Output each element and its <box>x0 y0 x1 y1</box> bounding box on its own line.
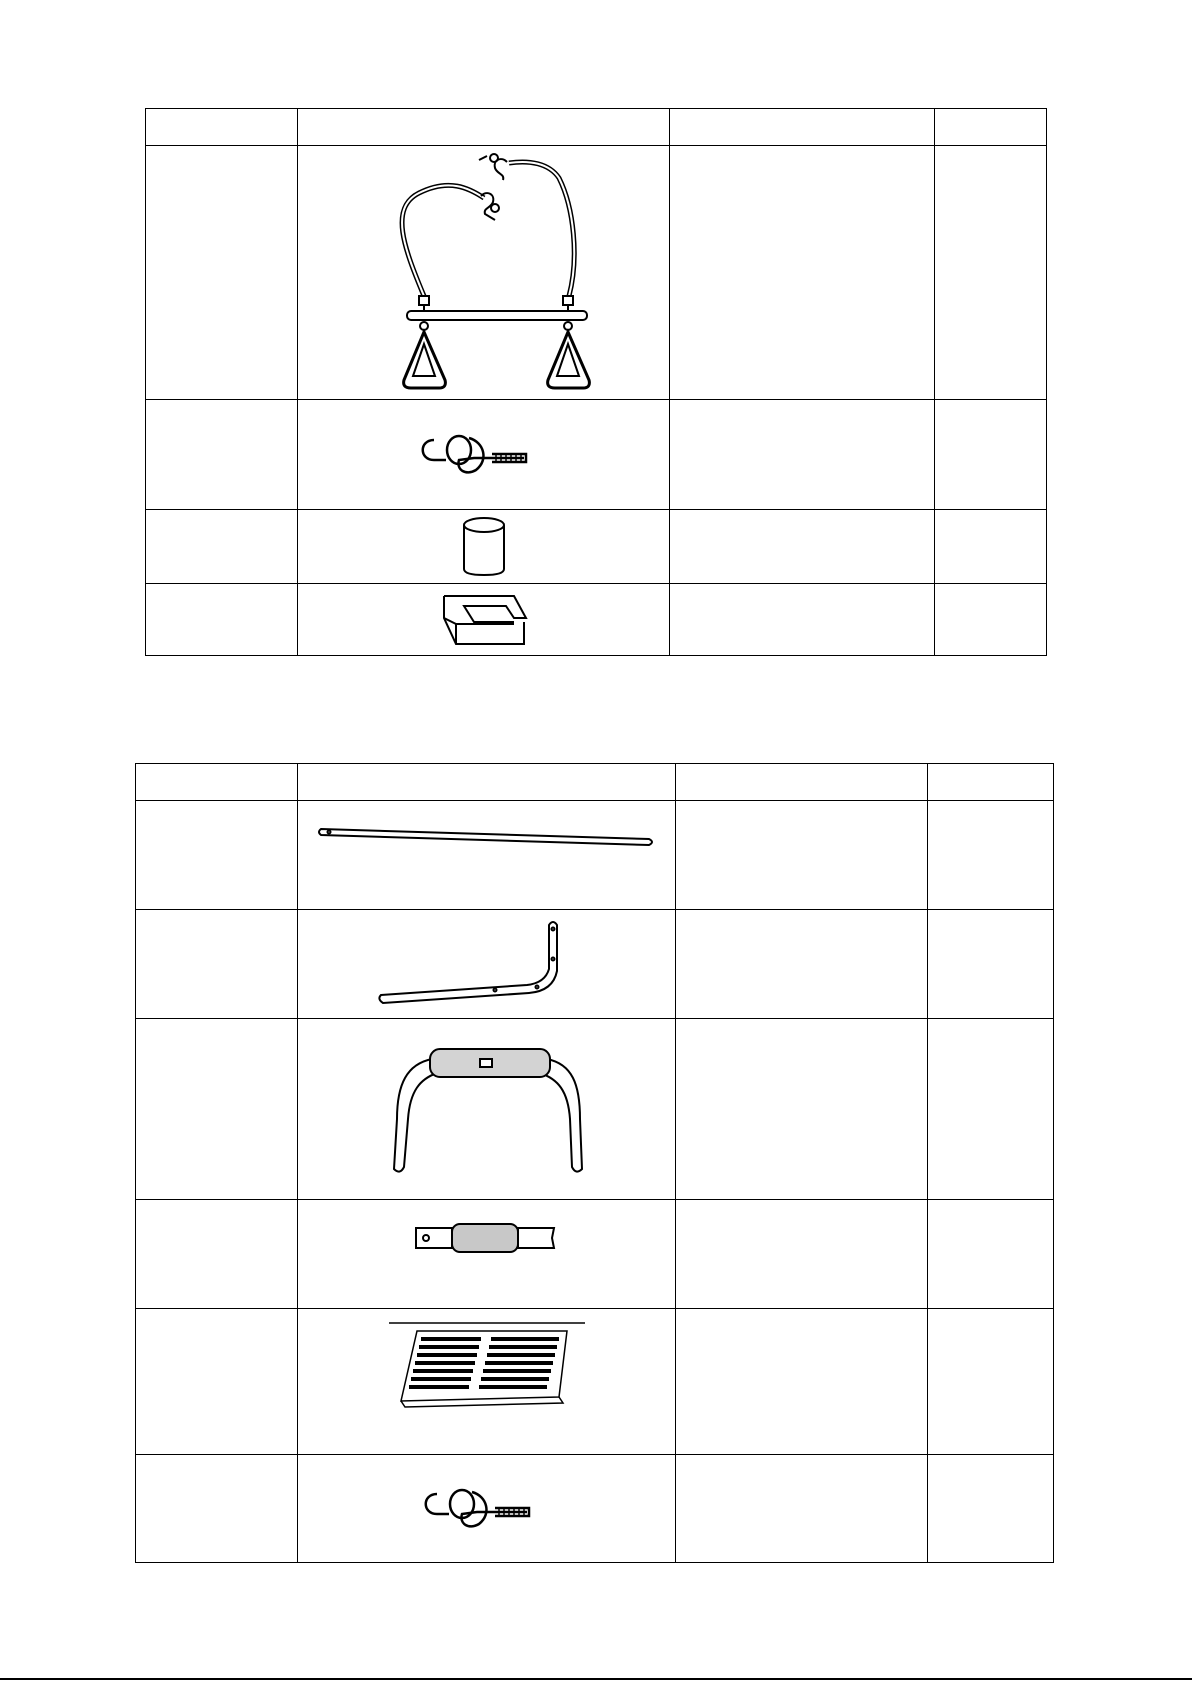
table-row <box>146 400 1047 510</box>
footer-rule <box>0 1678 1192 1680</box>
table-row <box>136 1309 1054 1455</box>
illustration-cell <box>298 1200 676 1309</box>
quantity-cell <box>935 146 1047 400</box>
table-header-row <box>146 109 1047 146</box>
description-cell <box>670 584 935 656</box>
quantity-cell <box>928 801 1054 910</box>
header-cell <box>298 764 676 801</box>
part-number-cell <box>136 910 298 1019</box>
illustration-cell <box>298 910 676 1019</box>
header-cell <box>146 109 298 146</box>
part-number-cell <box>146 584 298 656</box>
header-cell <box>136 764 298 801</box>
part-number-cell <box>136 801 298 910</box>
table-row <box>136 1455 1054 1563</box>
handle-bar-icon <box>382 1039 592 1179</box>
trapeze-bar-with-rings-icon <box>369 148 599 398</box>
parts-table-1 <box>145 108 1047 656</box>
part-number-cell <box>136 1455 298 1563</box>
description-cell <box>676 1455 928 1563</box>
clip-bracket-icon <box>434 588 534 652</box>
quantity-cell <box>928 1309 1054 1455</box>
description-cell <box>676 1309 928 1455</box>
illustration-cell <box>298 510 670 584</box>
illustration-cell <box>298 801 676 910</box>
table-row <box>136 801 1054 910</box>
part-number-cell <box>146 400 298 510</box>
straight-tube-icon <box>317 825 657 855</box>
parts-table-2 <box>135 763 1054 1563</box>
table-row <box>146 584 1047 656</box>
part-number-cell <box>146 510 298 584</box>
header-cell <box>935 109 1047 146</box>
description-cell <box>676 910 928 1019</box>
table-row <box>146 510 1047 584</box>
description-cell <box>676 801 928 910</box>
part-number-cell <box>136 1200 298 1309</box>
end-cap-icon <box>459 515 509 579</box>
part-number-cell <box>146 146 298 400</box>
connector-bar-icon <box>412 1220 562 1256</box>
table-row <box>146 146 1047 400</box>
table-row <box>136 1019 1054 1200</box>
description-cell <box>670 510 935 584</box>
s-hook-with-eye-bolt-icon <box>414 430 554 480</box>
quantity-cell <box>928 1200 1054 1309</box>
quantity-cell <box>935 400 1047 510</box>
header-cell <box>928 764 1054 801</box>
quantity-cell <box>935 510 1047 584</box>
part-number-cell <box>136 1309 298 1455</box>
table-row <box>136 1200 1054 1309</box>
header-cell <box>676 764 928 801</box>
part-number-cell <box>136 1019 298 1200</box>
illustration-cell <box>298 584 670 656</box>
description-cell <box>670 400 935 510</box>
s-hook-with-eye-bolt-icon <box>417 1484 557 1534</box>
quantity-cell <box>935 584 1047 656</box>
description-cell <box>676 1200 928 1309</box>
illustration-cell <box>298 1455 676 1563</box>
bent-tube-icon <box>377 917 597 1012</box>
illustration-cell <box>298 400 670 510</box>
table-row <box>136 910 1054 1019</box>
illustration-cell <box>298 1019 676 1200</box>
header-cell <box>298 109 670 146</box>
quantity-cell <box>928 1019 1054 1200</box>
quantity-cell <box>928 910 1054 1019</box>
description-cell <box>670 146 935 400</box>
illustration-cell <box>298 146 670 400</box>
table-header-row <box>136 764 1054 801</box>
description-cell <box>676 1019 928 1200</box>
header-cell <box>670 109 935 146</box>
illustration-cell <box>298 1309 676 1455</box>
quantity-cell <box>928 1455 1054 1563</box>
hardware-card-icon <box>387 1319 587 1409</box>
